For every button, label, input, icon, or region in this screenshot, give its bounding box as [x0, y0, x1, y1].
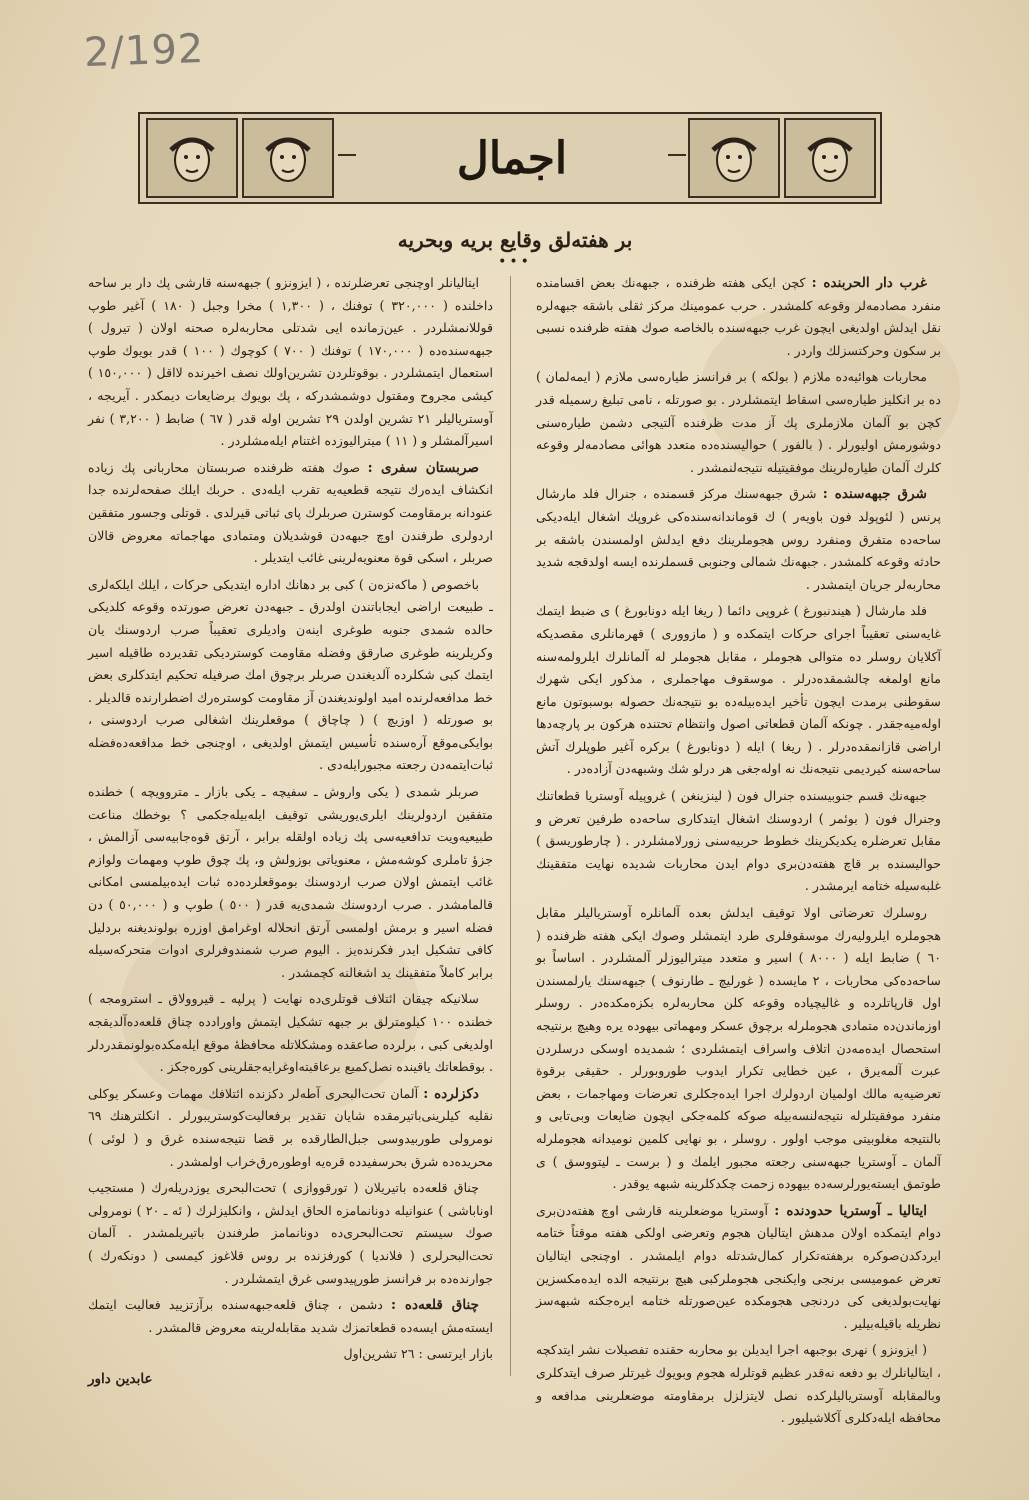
- paragraph: [88, 272, 493, 453]
- left-column: [88, 272, 493, 1391]
- paragraph: [88, 1177, 493, 1290]
- paragraph: [536, 1200, 941, 1336]
- paragraph-title: دکزلرده :: [423, 1085, 479, 1102]
- ornament-face-icon: [688, 118, 780, 198]
- paragraph-title: غرب دار الحربنده :: [811, 275, 927, 291]
- dateline: بازار ایرتسی : ٢٦ تشرین‌اول: [343, 1346, 493, 1362]
- paragraph: [536, 1339, 941, 1429]
- ornament-face-icon: [242, 118, 334, 198]
- right-column: [536, 272, 941, 1434]
- paragraph: [536, 600, 941, 781]
- paragraph-text: ایتالیانلر اوچنجی تعرضلرنده ، ( ایزونزو ) جبهه‌سنه قارشی پك دار بر ساحه داخلنده ( ٣٢٠,٠٠٠ ) توفنك ، ( ١,٣٠٠ ) مخرا وجبل ( ١٨٠ ) آغیر طوپ قوللانمشلردر . عین‌زمانده ایی شدتلی محاربه‌لره صحنه اولان ( تیرول ) جبهه‌سنده‌ده ( ١٧٠,٠٠٠ ) توفنك ( ٧٠٠ ) کوچوك ( ١٠٠ ) قدر بویوك طوپ استعمال ایتمشلردر . بوقوتلردن تشرین‌اولك نصف اخیرنده لااقل ( ١٥٠,٠٠٠ ) کیشی مجروح ومقتول دوشمشدرکه ، پك بویوك برضایعات دیمکدر . آیریجه ، آوستریالیلر ٢١ تشرین اولدن ٢٩ تشرین اوله قدر ( ٦٧ ) ضابط ( ٣,٢٠٠ ) نفر اسیرآلمشلر و ( ١١ ) میترالیوزده اغتنام ایله‌مشلردر .: [88, 275, 494, 449]
- paragraph-text: فلد مارشال ( هیندنبورغ ) غروپی دائما ( ریغا ایله دونابورغ ) ی ضبط ایتمك غایه‌سنی تعقیباً اجرای حرکات ایتمکده و ( مازووری ) قهرمانلری مقصدیکه آکلایان روسلر ده متوالی هجوملر ، مقابل هجوملر له آلمانلرك ایلرولمه‌سنه مانع اولمغه چالشمقده‌درلر . موسقوف مهاجملری ، مذکور ایکی شهرك سقوطنی برمدت ایچون تأخیر ایده‌بیله‌ده بو نتیجه‌نك حصوله بوسبوتون مانع اوله‌میه‌جقدر . چونکه آلمان قطعاتی اصول وانتظام تحتنده هرکون بر پارچه‌دها اراضی قازانمقده‌درلر . ( ریغا ) ایله ( دونابورغ ) برکره آغیر طوپلرك آتش ساحه‌سنه کیردیمی نتیجه‌نك نه اوله‌جغی هر درلو شك وشبهه‌دن آزاده‌در .: [536, 603, 941, 777]
- paragraph: [536, 272, 941, 362]
- paragraph-title: شرق جبهه‌سنده :: [822, 486, 927, 503]
- paragraph-text: محاربات هوائیه‌ده ملازم ( بولکه ) بر فرانسز طیاره‌سی ملازم ( ایمه‌لمان ) ده بر انکلیز طیاره‌سی اسقاط ایتمشلردر . بو صورتله ، نامی تبلیغ رسمیله قدر کچن بو آلمان ملازملری پك آز مدت ظرفنده آلتیجی دشمن طیاره‌سنی دوشورمش اولیورلر . ( بالفور ) حوالیسنده‌ده متعدد هوائی مصادمه‌لر وقوعه کلرك آلمان طیاره‌لرینك موفقیتیله نتیجه‌لنمشدر .: [536, 369, 941, 475]
- paragraph-text: آوستریا موضعلرینه قارشی اوچ هفته‌دن‌بری دوام ایتمکده اولان مدهش ایتالیان هجوم وتعرضی اولکی هفته موقتاً ختامه ایردکدن‌صوکره برهفته‌تکرار کمال‌شدتله دوام ایلمشدر . اوچنجی ایتالیان تعرض عمومیسی برنجی وایکنجی هجوملرکبی هیچ برنتیجه الده ایده‌مکسزین نهایت‌بولدیغی کی دردنجی هجومکده عین‌صورتله ختامه ایره‌جکنه شبهه‌سز نظریله باقیله‌بیلیر .: [536, 1202, 941, 1331]
- column-rule: [510, 276, 511, 1376]
- paragraph-text: باخصوص ( ماکه‌نزه‌ن ) کبی بر دهانك اداره ایتدیکی حرکات ، ایلك ایلکه‌لری ـ طبیعت اراضی ایجاباتندن اولدرق ـ جبهه‌دن تعرض صورتده وقوعه کلدیکی حالده شمدی جنوبه طوغری اینه‌ن وادیلری تعقیباً صرب اردوسنك یان وکریلرینه طوغری صارقق وفضله مقاومت کوستردیکی تقدیرده طاقیله اسیر ایتمك کبی شکلرده آلدیغندن صربلر برچوق امك صرفیله تحکیم ایتدکلری بعض خط مدافعه‌لرنده امید اولوندیغندن آز مقاومت کوستره‌رك اضطرارنده قالدیلر . بو صورتله ( اوزیچ ) ( چاچاق ) موقعلرینك اشغالی صرب اردوسنی ، بوایکی‌موقع آره‌سنده تأسیس ایتمش اولدیغی ، اوچنجی خط مدافعه‌ده‌فضله ثبات‌ایتمه‌دن رجعته مجبورایله‌دی .: [88, 576, 493, 773]
- archive-mark: 2/192: [83, 25, 206, 77]
- paragraph: [536, 902, 941, 1196]
- paragraph-text: روسلرك تعرضاتی اولا توقیف ایدلش بعده آلمانلره آوستریالیلر مقابل هجوملره ایلرولیه‌رك موسقوفلری طرد ایتمشلر وصوك ایکی هفته ظرفنده ( ٦٠ ) ضابط ایله ( ٨٠٠٠ ) اسیر و متعدد میترالیوزلر آلمشلردر . اساساً بو ساحه‌ده‌کی محاربات ، ٢ مایسده ( غورلیچ ـ طارنوف ) جبهه‌سنك یارلمسندن اول قارپاتلرده و غالیچیاده وقوعه کلن محاربه‌لره بکزه‌مکده‌در . روسلر اوزماندن‌ده متمادی هجوملرله برچوق عسکر ومهماتی بیهوده یره وهیچ برنتیجه استحصال ایده‌مه‌دن اتلاف واسراف ایتمشلردی ؛ شمدیده اوسکی درسلردن عبرت آلمه‌یرق ، عین خطایی تکرار ایدوب طوروبورلر . حقیقی برقوة تعرضیه‌یه مالك اولمیان اردولرك اجرا ایده‌جکلری تعرضات ومهاجمات ، بعض منفرد موفقیتلرله نتیجه‌لنسه‌بیله صوکه‌ کلمه‌جکی ایچون ضایعات وبی‌تابی و بالنتیجه مغلوبیتی موجب اولور . روسلر ، بو نهایی کلمین نومیدانه هجوملرله آلمان ـ آوستریا جبهه‌سنی رجعته مجبور ایلمك و ( برست ـ لیتووسق ) ی طوتمق ایسته‌یورلرسه‌ده بیهوده زحمت چکدکلرینه شبهه یوقدر .: [536, 905, 941, 1192]
- ornament-face-icon: [784, 118, 876, 198]
- paragraph: [88, 1083, 493, 1173]
- paragraph: [88, 1294, 493, 1339]
- paragraph: [88, 781, 493, 984]
- author-signature: عابدین داور: [88, 1370, 153, 1387]
- paragraph-text: چناق قلعه‌ده باتیریلان ( تورقووازی ) تحت‌البحری یوزدریله‌رك ( مستجیب اوناباشی ) عنوانیله دونانمامزه الحاق ایدلش ، وانکلیزلرك ( ئه ـ ٢٠ ) نومرولی صوك سیستم تحت‌البحری‌ده دونانمامز طرفندن باتیریلمشدر . آلمان تحت‌البحرلری ( فلاندیا ) کورفزنده بر روس قلاغوز کیمسی ( دونکه‌رك ) جوارنده‌ده بر فرانسز طورپیدوسی غرق ایتمشلردر .: [88, 1180, 494, 1286]
- section-dots: •••: [498, 254, 532, 270]
- section-header: بر هفته‌لق وقایع بریه وبحریه: [397, 228, 633, 252]
- paragraph: [88, 988, 493, 1078]
- paragraph-text: جبهه‌نك قسم جنوبیسنده جنرال فون ( لینزینغن ) غروپیله آوستریا قطعاتنك وجنرال فون ( بوئمر ) اردوسنك اشغال ایتدکاری ساحه‌ده طرفین تعرض و مقابل تعرضلره یکدیکرینك خطوط حربیه‌سنی زورلامشلردر . ( چارطوریسق ) حوالیسنده بر قاچ هفته‌دن‌بری دوام ایدن محاربات شدیده نهایت متفقینك غلبه‌سیله ختامه ایرمشدر .: [536, 788, 941, 894]
- paragraph-text: آلمان تحت‌البحری آطه‌لر دکزنده ائتلافك مهمات وعسکر یوکلی نقلیه کیلرینی‌باتیرمقده شایان تقدیر برفعالیت‌کوستریبورلر . انکلترهنك ٦٩ نومرولی طوربیدوسی جبل‌الطارقده بر قضا نتیجه‌سنده غرق و ( لوئی ) محریده‌ده شرق بحرسفیدده قره‌یه اوطوره‌رق‌خراب اولمشدر .: [88, 1085, 493, 1169]
- paragraph-text: صوك هفته ظرفنده صربستان محاربانی پك زیاده انکشاف ایده‌رك نتیجه قطعیه‌یه تقرب ایله‌دی . حربك ایلك صفحه‌لرنده جدا عنودانه برمقاومت کوسترن صربلرك پای ثباتی قیرلدی . قوتلی وجسور متفقین اردولری طرفندن اوچ جبهه‌دن قوشدیلان ومتمادی مهاجماته معروض قالان صربلر ، اسکی قوة معنویه‌لرینی غائب ایتدیلر .: [88, 459, 493, 566]
- paragraph-text: سلانیکه چیقان ائتلاف قوتلری‌ده نهایت ( پرلپه ـ قیروولاق ـ استرومجه ) خطنده ١٠٠ کیلومترلق بر جبهه تشکیل ایتمش واورادده چناق قلعه‌ده‌آلدیقجه اولدیغی کبی ، برلرده صاعقده ومشکلاتله محافظهٔ موقع ایله‌مکده‌بولونمقدردلر . بوقطعاتك یاقینده نصل‌کمیع برعاقبته‌اوغرایه‌جقلرینی کوره‌جکز .: [88, 991, 493, 1075]
- ornament-line: [668, 154, 686, 156]
- ornament-face-icon: [146, 118, 238, 198]
- paragraph-text: شرق جبهه‌سنك مرکز قسمنده ، جنرال فلد مارشال پرنس ( لئوپولد فون باویه‌ر ) ك قوماندانه‌سنده‌کی غروپك اشغال ایله‌دیکی ساحه‌ده متفرق ومنفرد روس هجوملرینك دفع ایدلش اولمسندن باشقه بر حادثه وقوعه کلمشدر . جبهه‌نك شمالی وجنوبی قسملرنده ایسه اولدقجه شدید محاربه‌لر جریان ایتمشدر .: [536, 486, 942, 592]
- paragraph-text: دشمن ، چناق قلعه‌جبهه‌سنده برآزتزیید فعالیت ایتمك ایسته‌مش ایسه‌ده قطعاتمزك شدید مقابله‌لرینه معروض قالمشدر .: [88, 1297, 493, 1335]
- masthead-title: اجمال: [456, 132, 568, 184]
- paragraph-title: چناق قلعه‌ده :: [391, 1297, 479, 1314]
- paragraph-title: ایتالیا ـ آوستریا حدودنده :: [774, 1202, 927, 1219]
- masthead: [138, 112, 882, 204]
- paragraph: [536, 366, 941, 479]
- paragraph-text: صربلر شمدی ( یکی واروش ـ سفیچه ـ یکی بازار ـ متروویچه ) خطنده متفقین اردولرینك ایلری‌یوریشی توقیف ایله‌بیله‌جکمی ؟ بوخطك مناعت طبیعیه‌ویت تدافعیه‌سی پك زیاده اولقله برابر ، آرتق قوه‌جابیه‌سی آزالمش ، جزؤ تاملری کوشه‌مش ، معنویاتی بوزولش و، پك چوق طوپ ومهمات ولوازم غائب ایتمش اولان صرب اردوسنك بوموقعلرده‌ده ثبات ایده‌بیلمسی امکانی قالمامشدر . صرب اردوسنك شمدی‌یه قدر ( ٥٠٠ ) طوپ و ( ٥٠,٠٠٠ ) دن فضله اسیر و برمش اولمسی آرتق انحلاله اوغرامق اوزره بولوندیغنه بردلیل کافی تشکیل ایدر فکرنده‌یز . الیوم صرب شمندوفرلری ادوات متحرکه‌سیله برابر کاملاً متفقینك ید اشغالنه کچمشدر .: [88, 784, 494, 980]
- paragraph: [88, 574, 493, 777]
- paragraph-text: کچن ایکی هفته ظرفنده ، جبهه‌نك بعض اقسامنده منفرد مصادمه‌لر وقوعه کلمشدر . حرب عمومینك مرکز ثقلی باشقه جبهه‌لره نقل ایدلش اولدیغی ایچون غرب جبهه‌سنده بالخاصه صوك هفته ظرفنده نسبی بر سکون وحرکتسزلك واردر .: [536, 275, 941, 358]
- paragraph: [536, 483, 941, 596]
- paragraph: [536, 785, 941, 898]
- paragraph-text: ( ایزونزو ) نهری بوجبهه اجرا ایدیلن بو محاربه حقنده تفصیلات نشر ایتدکچه ، ایتالیانلرك بو دفعه نه‌قدر عظیم قوتلرله هجوم وبویوك غیرتلر صرف ایتدکلری وبالمقابله آوستریالیلرکده نصل لایتزلزل برمقاومته موضعلرینی مدافعه و محافظه ایله‌دکلری آکلاشیلیور .: [536, 1342, 941, 1426]
- paragraph-title: صربستان سفری :: [367, 459, 479, 476]
- paragraph: [88, 457, 493, 570]
